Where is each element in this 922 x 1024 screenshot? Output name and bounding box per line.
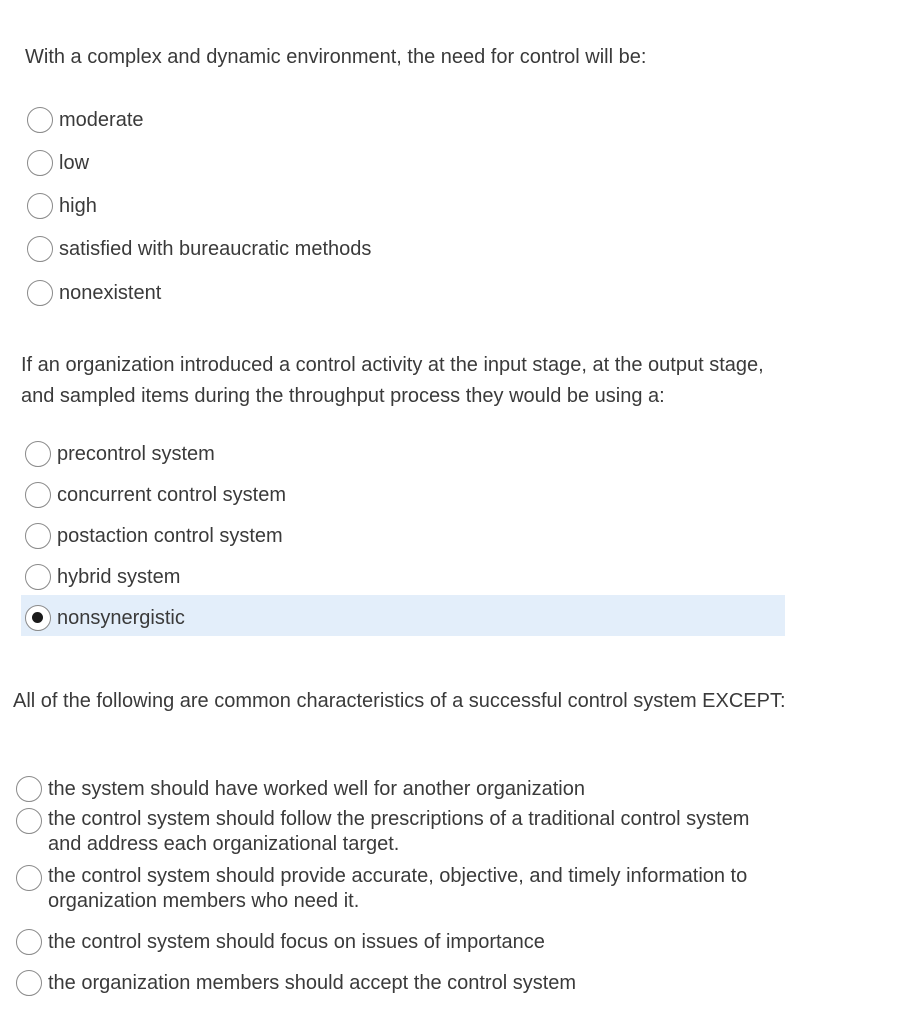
option-label: high: [59, 194, 97, 217]
q1-option-moderate[interactable]: [27, 107, 144, 133]
option-label: satisfied with bureaucratic methods: [59, 237, 372, 260]
q2-option-hybrid[interactable]: [25, 564, 180, 590]
option-label: hybrid system: [57, 565, 181, 588]
option-label: nonsynergistic: [57, 606, 185, 629]
option-label: concurrent control system: [57, 483, 286, 506]
radio-button[interactable]: [27, 280, 53, 306]
radio-button[interactable]: [16, 776, 42, 802]
radio-button[interactable]: [25, 482, 51, 508]
q1-option-low[interactable]: [27, 150, 89, 176]
radio-button-selected[interactable]: [25, 605, 51, 631]
option-label: the control system should follow the prescriptions of a traditional control system and address each organizational target.: [48, 808, 750, 855]
q1-option-nonexistent[interactable]: [27, 280, 161, 306]
option-label: precontrol system: [57, 442, 215, 465]
option-label: the organization members should accept the control system: [48, 971, 577, 994]
radio-button[interactable]: [16, 865, 42, 891]
q3-option-accurate[interactable]: [16, 864, 778, 914]
option-label: the system should have worked well for another organization: [48, 777, 585, 800]
q1-option-high[interactable]: [27, 193, 97, 219]
q2-option-concurrent[interactable]: [25, 482, 286, 508]
radio-button[interactable]: [27, 107, 53, 133]
option-label: moderate: [59, 108, 144, 131]
question-3-text: All of the following are common characteristics of a successful control system EXCEPT:: [13, 690, 786, 712]
q2-option-postaction[interactable]: [25, 523, 283, 549]
radio-button[interactable]: [16, 929, 42, 955]
option-label: the control system should focus on issues of importance: [48, 930, 545, 953]
radio-button[interactable]: [27, 236, 53, 262]
option-label: the control system should provide accurate, objective, and timely information to organization members who need it.: [48, 865, 748, 912]
q3-option-importance[interactable]: [16, 929, 545, 955]
q2-option-precontrol[interactable]: [25, 441, 215, 467]
radio-button[interactable]: [25, 523, 51, 549]
question-2-text: If an organization introduced a control activity at the input stage, at the output stage, and sampled items during the throughput process they would be using a:: [21, 354, 764, 407]
option-label: postaction control system: [57, 524, 283, 547]
radio-button[interactable]: [16, 808, 42, 834]
q3-option-traditional[interactable]: [16, 807, 778, 857]
question-1-text: With a complex and dynamic environment, the need for control will be:: [25, 46, 647, 68]
radio-button[interactable]: [27, 193, 53, 219]
option-label: nonexistent: [59, 281, 162, 304]
q3-option-worked-well[interactable]: [16, 776, 585, 802]
q3-option-accept[interactable]: [16, 970, 576, 996]
q2-option-nonsynergistic[interactable]: [25, 605, 185, 631]
radio-button[interactable]: [25, 441, 51, 467]
q1-option-satisfied[interactable]: [27, 236, 371, 262]
radio-button[interactable]: [16, 970, 42, 996]
radio-button[interactable]: [27, 150, 53, 176]
option-label: low: [59, 151, 90, 174]
radio-button[interactable]: [25, 564, 51, 590]
